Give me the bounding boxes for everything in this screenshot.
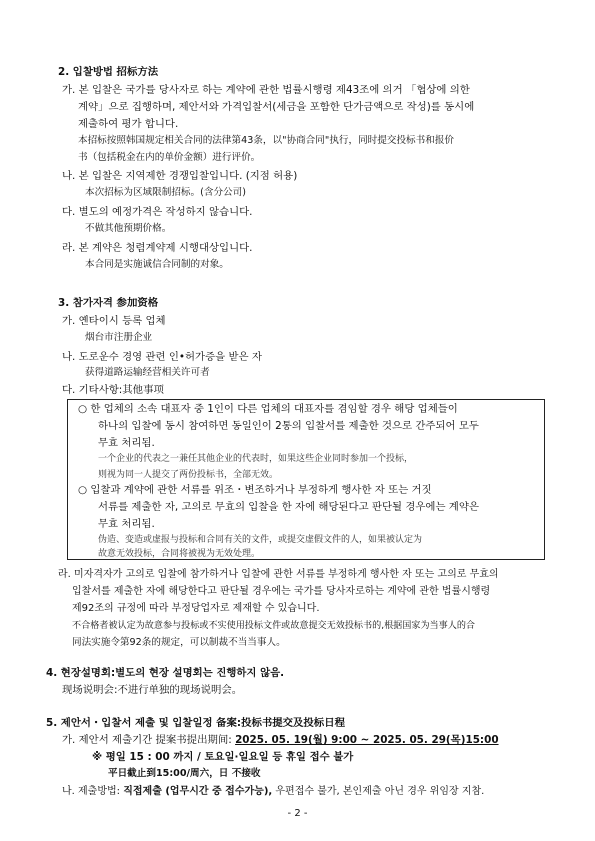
s3-na-cn: 获得道路运输经营相关许可者 <box>85 367 210 378</box>
s3-ra-cn2: 同法实施令第92条的规定，可以制裁不当当事人。 <box>72 637 286 648</box>
s2-da-cn: 不做其他预期价格。 <box>85 223 172 234</box>
box-item1-cn1: 一个企业的代表之一兼任其他企业的代表时，如果这些企业同时参加一个投标， <box>98 454 414 464</box>
s2-ga-line3: 제출하여 평가 합니다. <box>78 118 179 130</box>
s5-na-label: 나. 제출방법: <box>62 786 121 797</box>
submission-period: 2025. 05. 19(월) 9:00 ~ 2025. 05. 29(목)15:00 <box>235 734 499 746</box>
s3-da: 다. 기타사항:其他事项 <box>62 384 164 396</box>
s2-na-cn: 本次招标为区域限制招标。(含分公司) <box>85 187 246 198</box>
s2-ga-line1: 가. 본 입찰은 국가를 당사자로 하는 계약에 관한 법률시행령 제43조에 의거 「협상에 의한 <box>62 84 470 96</box>
box-item1-line2: 하나의 입찰에 동시 참여하면 동일인이 2통의 입찰서를 제출한 것으로 간주되어 모두 <box>98 420 479 432</box>
box-item1-cn2: 则视为同一人提交了两份投标书，全部无效。 <box>98 470 279 480</box>
section-2-heading: 2. 입찰방법 招标方法 <box>58 66 159 78</box>
s5-ga-label: 가. 제안서 제출기간 提案书提出期间: <box>62 734 232 746</box>
s4-cn: 现场说明会:不进行单独的现场说明会。 <box>62 684 243 696</box>
s3-ga-cn: 烟台市注册企业 <box>85 332 153 343</box>
page-number: - 2 - <box>287 808 308 819</box>
s2-da: 다. 별도의 예정가격은 작성하지 않습니다. <box>62 206 253 218</box>
s2-na: 나. 본 입찰은 지역제한 경쟁입찰입니다. (지점 허용) <box>62 170 298 182</box>
section-4-heading: 4. 현장설명회:별도의 현장 설명회는 진행하지 않음. <box>46 667 285 679</box>
s5-note: ※ 평일 15 : 00 까지 / 토요일·일요일 등 휴일 접수 불가 <box>92 751 354 763</box>
box-item2-cn2: 故意无效投标，合同将被视为无效处理。 <box>98 549 261 559</box>
section-5-heading: 5. 제안서・입찰서 제출 및 입찰일정 备案:投标书提交及投标日程 <box>46 717 345 729</box>
s2-ga-cn1: 本招标按照韩国规定相关合同的法律第43条，以"协商合同"执行，同时提交投标书和报价 <box>78 135 455 146</box>
s3-ra-line1: 라. 미자격자가 고의로 입찰에 참가하거나 입찰에 관한 서류를 부정하게 행사한 자 또는 고의로 무효의 <box>58 569 499 580</box>
section-3-heading: 3. 참가자격 参加资格 <box>58 297 159 309</box>
s3-ra-cn1: 不合格者被认定为故意参与投标或不实使用投标文件或故意提交无效投标书的,根据国家为当事人的合 <box>72 621 476 631</box>
s2-ga-line2: 계약」으로 집행하며, 제안서와 가격입찰서(세금을 포함한 단가금액으로 작성)를 동시에 <box>78 101 475 113</box>
s3-ra-line2: 입찰서를 제출한 자에 해당한다고 판단될 경우에는 국가를 당사자로하는 계약에 관한 법률시행령 <box>72 586 491 597</box>
s2-ra-cn: 本合同是实施诚信合同制的对象。 <box>85 259 229 270</box>
box-item2-line1: ○ 입찰과 계약에 관한 서류를 위조・변조하거나 부정하게 행사한 자 또는 거짓 <box>78 484 432 496</box>
box-item2-line2: 서류를 제출한 자, 고의로 무효의 입찰을 한 자에 해당된다고 판단될 경우에는 계약은 <box>98 501 479 513</box>
s5-na-method: 직접제출 (업무시간 중 접수가능), <box>123 786 273 797</box>
box-item1-line1: ○ 한 업체의 소속 대표자 중 1인이 다른 업체의 대표자를 겸임할 경우 해당 업체들이 <box>78 403 458 415</box>
s2-ra: 라. 본 계약은 청렴계약제 시행대상입니다. <box>62 242 253 254</box>
s5-na-rest: 우편접수 불가, 본인제출 아닌 경우 위임장 지참. <box>275 786 485 797</box>
box-item2-line3: 무효 처리됨. <box>98 518 155 530</box>
s3-ga: 가. 옌타이시 등록 업체 <box>62 315 166 327</box>
s3-na: 나. 도로운수 경영 관련 인•허가증을 받은 자 <box>62 351 262 363</box>
s3-ra-line3: 제92조의 규정에 따라 부정당업자로 제재할 수 있습니다. <box>72 603 320 614</box>
box-item2-cn1: 伪造、变造或虚报与投标和合同有关的文件，或提交虚假文件的人，如果被认定为 <box>98 535 423 545</box>
s2-ga-cn2: 书（包括税金在内的单价金额）进行评价。 <box>78 152 261 163</box>
s5-note-cn: 平日截止到15:00/周六，日 不接收 <box>108 768 261 779</box>
s5-ga <box>62 733 499 747</box>
s5-na <box>62 785 484 799</box>
box-item1-line3: 무효 처리됨. <box>98 437 155 449</box>
